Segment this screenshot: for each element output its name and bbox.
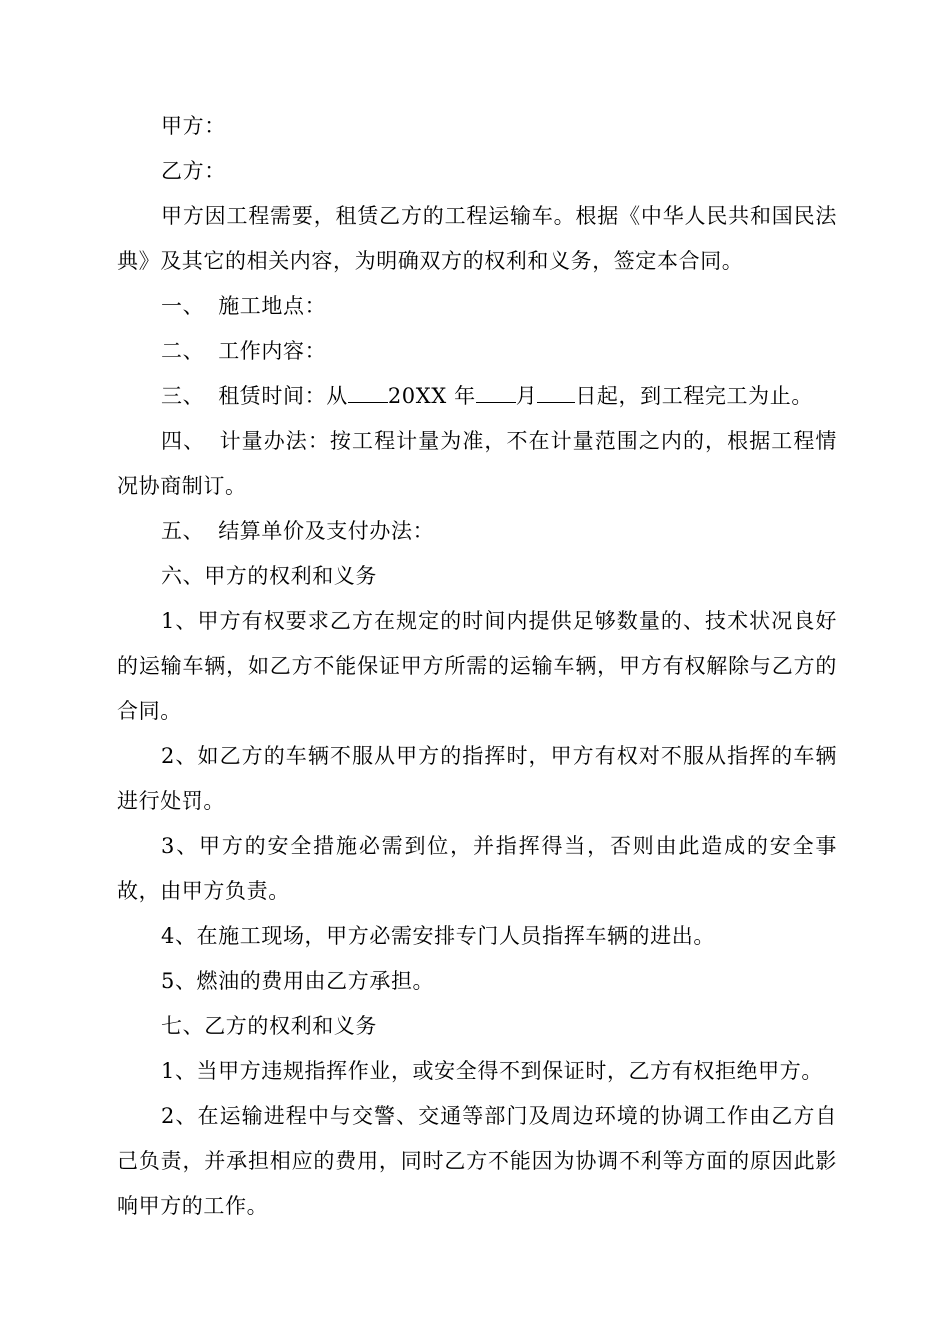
clause-1-number: 一、 — [161, 294, 205, 318]
clause-2 — [117, 329, 837, 374]
clause-4-text: 计量办法：按工程计量为准，不在计量范围之内的，根据工程情况协商制订。 — [117, 429, 837, 498]
clause-2-text: 工作内容： — [218, 339, 327, 363]
clause-3-day: 日起，到工程完工为止。 — [575, 384, 813, 408]
section-7-item-2: 2、在运输进程中与交警、交通等部门及周边环境的协调工作由乙方自己负责，并承担相应的费用，同时乙方不能因为协调不利等方面的原因此影响甲方的工作。 — [117, 1104, 837, 1218]
section-7-title: 七、乙方的权利和义务 — [161, 1014, 377, 1038]
clause-4 — [117, 419, 837, 509]
section-6-item-3: 3、甲方的安全措施必需到位，并指挥得当，否则由此造成的安全事故，由甲方负责。 — [117, 834, 837, 903]
clause-3 — [117, 374, 837, 419]
section-7-item-1: 1、当甲方违规指挥作业，或安全得不到保证时，乙方有权拒绝甲方。 — [161, 1059, 823, 1083]
intro-paragraph: 甲方因工程需要，租赁乙方的工程运输车。根据《中华人民共和国民法典》及其它的相关内容，为明确双方的权利和义务，签定本合同。 — [117, 204, 837, 273]
section-6-item-4: 4、在施工现场，甲方必需安排专门人员指挥车辆的进出。 — [161, 924, 715, 948]
clause-4-number: 四、 — [161, 429, 206, 453]
clause-3-month: 月 — [515, 384, 538, 408]
clause-1 — [117, 284, 837, 329]
section-6-title: 六、甲方的权利和义务 — [161, 564, 377, 588]
section-6-item-2: 2、如乙方的车辆不服从甲方的指挥时，甲方有权对不服从指挥的车辆进行处罚。 — [117, 744, 837, 813]
party-b-line: 乙方： — [161, 159, 226, 183]
section-6-item-5: 5、燃油的费用由乙方承担。 — [161, 969, 435, 993]
clause-3-year: 20XX 年 — [387, 384, 476, 408]
clause-1-text: 施工地点： — [218, 294, 327, 318]
blank-field-1 — [348, 380, 388, 403]
clause-3-text: 租赁时间：从 — [218, 384, 348, 408]
blank-field-3 — [537, 380, 575, 403]
clause-3-number: 三、 — [161, 384, 205, 408]
clause-5 — [117, 509, 837, 554]
party-a-line: 甲方： — [161, 114, 226, 138]
section-6-item-1: 1、甲方有权要求乙方在规定的时间内提供足够数量的、技术状况良好的运输车辆，如乙方不能保证甲方所需的运输车辆，甲方有权解除与乙方的合同。 — [117, 609, 837, 723]
contract-body — [117, 104, 837, 1229]
blank-field-2 — [476, 380, 516, 403]
clause-5-number: 五、 — [161, 519, 205, 543]
clause-5-text: 结算单价及支付办法： — [218, 519, 435, 543]
clause-2-number: 二、 — [161, 339, 205, 363]
